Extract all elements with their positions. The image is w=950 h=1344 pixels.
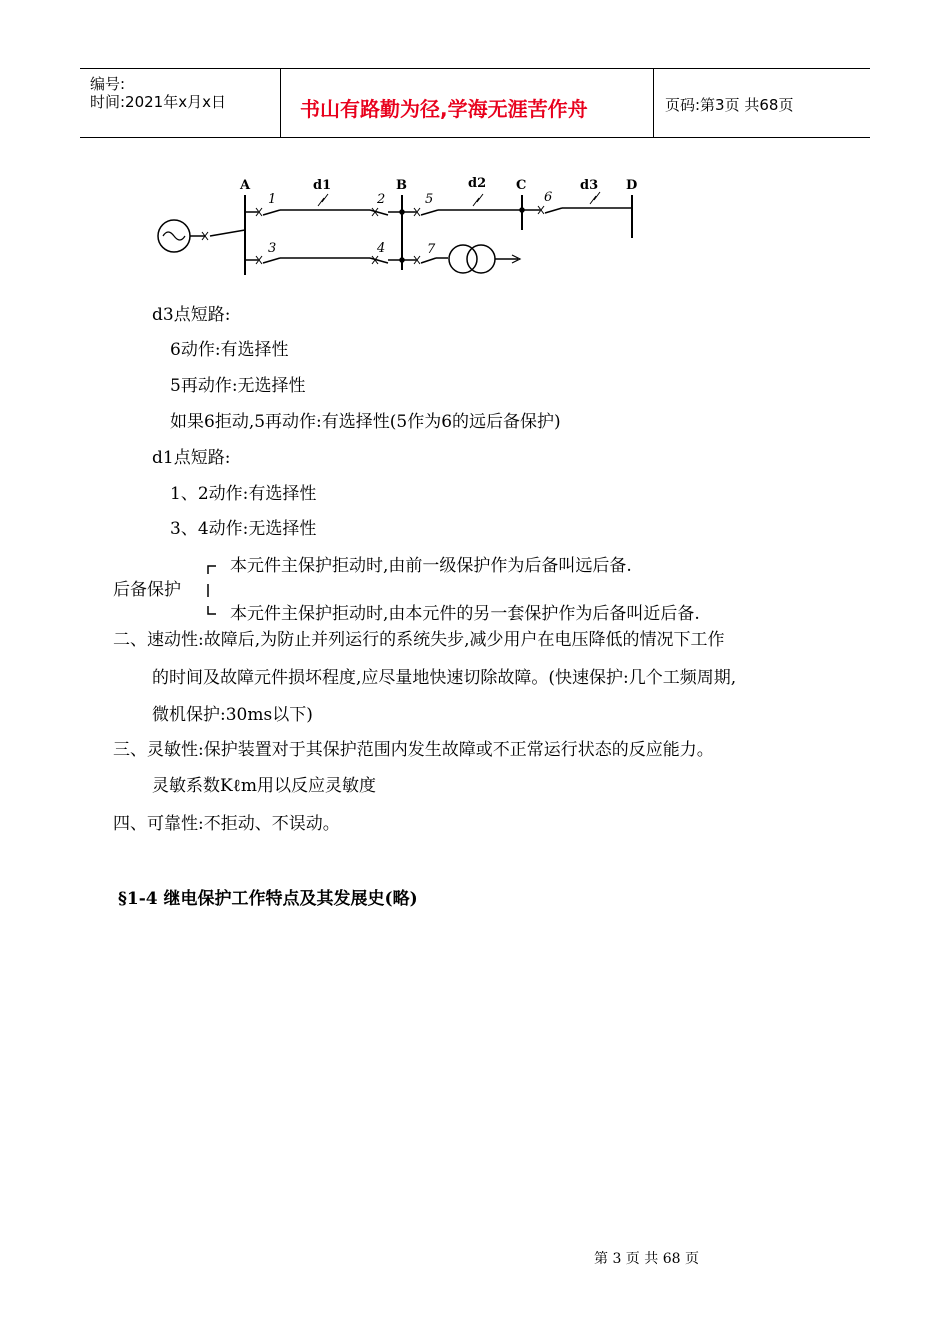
d3-item: 如果6拒动,5再动作:有选择性(5作为6的远后备保护) <box>170 412 561 432</box>
page-footer: 第 3 页 共 68 页 <box>594 1251 699 1267</box>
protection-circuit-diagram-segment <box>520 170 650 245</box>
d1-fault-title: d1点短路: <box>152 448 231 468</box>
bus-label-c: C <box>516 178 527 193</box>
speed-paragraph-line: 二、速动性:故障后,为防止并列运行的系统失步,减少用户在电压降低的情况下工作 <box>113 630 725 650</box>
document-number-label: 编号: <box>90 75 126 93</box>
backup-protection-label: 后备保护 <box>113 580 181 600</box>
transformer-winding-secondary <box>467 245 495 273</box>
header-divider <box>653 69 654 137</box>
fault-label-d1: d1 <box>313 178 332 193</box>
document-time-label: 时间:2021年x月x日 <box>90 93 226 111</box>
breaker-label-3: 3 <box>268 241 277 256</box>
fault-arrow-d2 <box>473 194 483 206</box>
protection-circuit-diagram <box>150 170 540 285</box>
breaker-label-7: 7 <box>427 242 436 257</box>
fault-arrow-d3 <box>590 192 600 204</box>
page-header <box>80 68 870 138</box>
d1-item: 3、4动作:无选择性 <box>170 519 317 539</box>
breaker-label-2: 2 <box>377 192 386 207</box>
d1-item: 1、2动作:有选择性 <box>170 484 317 504</box>
section-heading: §1-4 继电保护工作特点及其发展史(略) <box>118 889 418 909</box>
breaker-label-5: 5 <box>425 192 434 207</box>
header-page-info: 页码:第3页 共68页 <box>665 96 794 114</box>
speed-paragraph-line: 的时间及故障元件损坏程度,应尽量地快速切除故障。(快速保护:几个工频周期, <box>152 668 737 688</box>
sensitivity-coefficient-line: 灵敏系数Kℓm用以反应灵敏度 <box>152 776 376 796</box>
breaker-label-4: 4 <box>377 241 386 256</box>
d3-fault-title: d3点短路: <box>152 305 231 325</box>
backup-bracket <box>200 560 220 618</box>
remote-backup-definition: 本元件主保护拒动时,由前一级保护作为后备叫远后备. <box>230 556 632 576</box>
breaker-label-1: 1 <box>268 192 277 207</box>
speed-paragraph-line: 微机保护:30ms以下) <box>152 705 313 725</box>
generator-sine <box>163 232 185 240</box>
bus-label-b: B <box>396 178 407 193</box>
sensitivity-paragraph-line: 三、灵敏性:保护装置对于其保护范围内发生故障或不正常运行状态的反应能力。 <box>113 740 714 760</box>
d3-item: 5再动作:无选择性 <box>170 376 306 396</box>
reliability-paragraph: 四、可靠性:不拒动、不误动。 <box>113 814 340 834</box>
breaker-label-6: 6 <box>544 190 553 205</box>
d3-item: 6动作:有选择性 <box>170 340 289 360</box>
fault-label-d2: d2 <box>468 176 487 191</box>
local-backup-definition: 本元件主保护拒动时,由本元件的另一套保护作为后备叫近后备. <box>230 604 700 624</box>
fault-label-d3: d3 <box>580 178 599 193</box>
transformer-winding-primary <box>449 245 477 273</box>
bus-label-a: A <box>240 178 251 193</box>
header-motto: 书山有路勤为径,学海无涯苦作舟 <box>300 97 588 121</box>
fault-arrow-d1 <box>318 194 328 206</box>
bus-label-d: D <box>626 178 638 193</box>
header-divider <box>280 69 281 137</box>
